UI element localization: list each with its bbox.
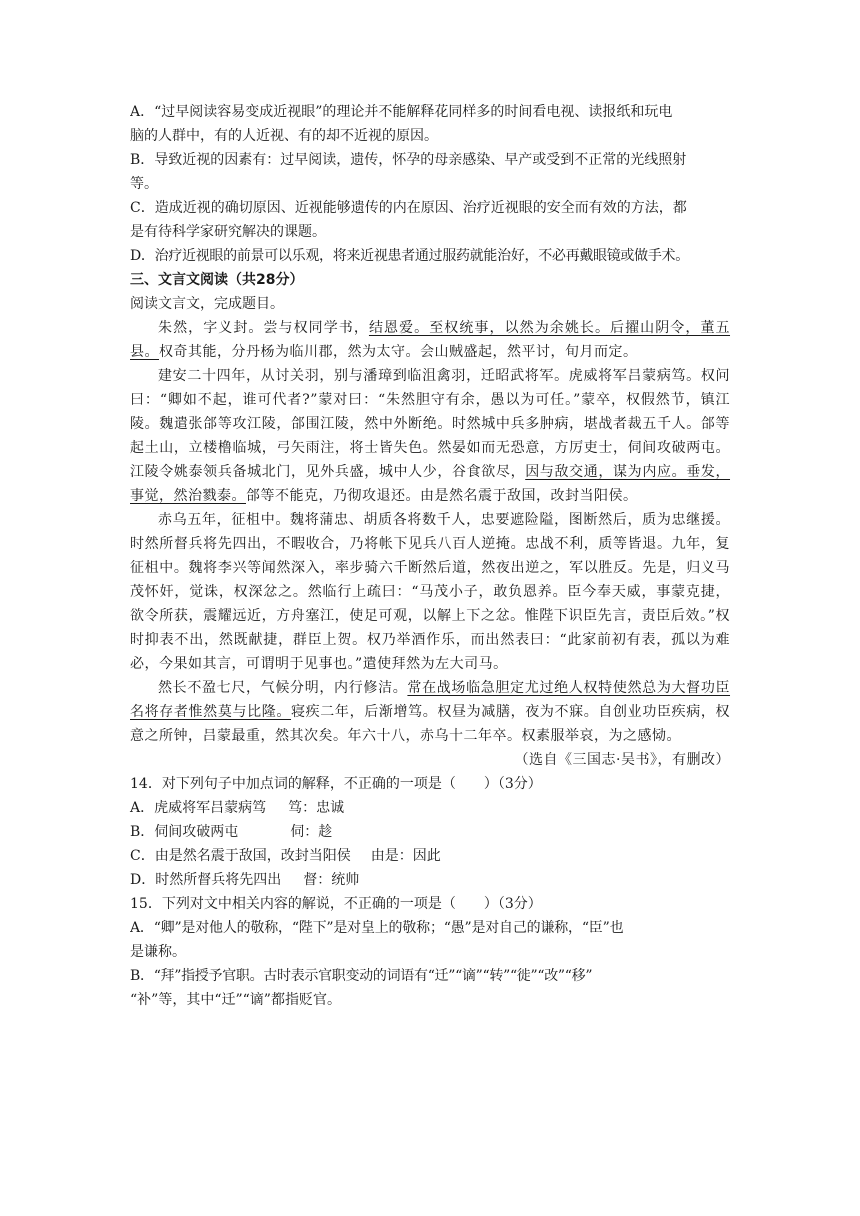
option-gloss: 伺：趁 <box>290 824 333 840</box>
option-text: B．伺间攻破两屯 <box>130 824 239 840</box>
q15-option-b-line: “补”等，其中“迁”“谪”都指贬官。 <box>130 992 341 1008</box>
underlined-sentence: 结恩爱。至权统事，以然为余姚长。后擢山阴令，董五县。 <box>130 320 731 360</box>
section-instruction: 阅读文言文，完成题目。 <box>130 296 284 312</box>
question-stem: 15．下列对文中相关内容的解说，不正确的一项是（ ）（3分） <box>130 896 542 912</box>
option-gloss: 笃：忠诚 <box>288 800 345 816</box>
section-heading: 三、文言文阅读（共28分） <box>130 272 304 288</box>
option-b-line: B．导致近视的因素有：过早阅读，遗传，怀孕的母亲感染、早产或受到不正常的光线照射 <box>130 152 687 168</box>
passage-paragraph <box>130 676 730 748</box>
option-d-line: D．治疗近视眼的前景可以乐观，将来近视患者通过服药就能治好，不必再戴眼镜或做手术。 <box>130 248 689 264</box>
option-c-line: 是有待科学家研究解决的课题。 <box>130 224 326 240</box>
underlined-sentence: 因与敌交通，谋为内应。垂发，事觉，然治戮泰。 <box>130 464 731 504</box>
question-stem: 14．对下列句子中加点词的解释，不正确的一项是（ ）（3分） <box>130 776 542 792</box>
question-15 <box>130 892 730 1012</box>
passage-source: （选自《三国志·吴书》，有删改） <box>514 752 730 768</box>
passage-paragraph: 赤乌五年，征柤中。魏将蒲忠、胡质各将数千人，忠要遮险隘，图断然后，质为忠继援。时然所督兵将先四出，不暇收合，乃将帐下见兵八百人逆掩。忠战不利，质等皆退。九年，复征柤中。魏将李兴等闻然深入，率步骑六千断然后道，然夜出逆之，军以胜反。先是，归义马茂怀奸，觉诛，权深忿之。然临行上疏曰：“马茂小子，敢负恩养。臣今奉天威，事蒙克捷，欲令所获，震耀远近，方舟塞江，使足可观，以解上下之忿。惟陛下识臣先言，责臣后效。”权时抑表不出，然既献捷，群臣上贺。权乃举酒作乐，而出然表曰：“此家前初有表，孤以为难必，今果如其言，可谓明于见事也。”遣使拜然为左大司马。 <box>130 512 730 672</box>
q15-option-a-line: 是谦称。 <box>130 944 186 960</box>
passage-paragraph <box>130 364 730 508</box>
option-gloss: 督：统帅 <box>303 872 360 888</box>
option-text: D．时然所督兵将先四出 <box>130 872 282 888</box>
q14-option-c <box>130 844 730 868</box>
q14-option-a <box>130 796 730 820</box>
q14-option-b <box>130 820 730 844</box>
passage-text: 郃等不能克，乃彻攻退还。由是然名震于敌国，改封当阳侯。 <box>246 488 638 504</box>
option-gloss: 由是：因此 <box>370 848 441 864</box>
passage-paragraph <box>130 316 730 364</box>
question-14 <box>130 772 730 892</box>
passage-text: 权奇其能，分丹杨为临川郡，然为太守。会山贼盛起，然平讨，旬月而定。 <box>159 344 638 360</box>
option-text: A．虎威将军吕蒙病笃 <box>130 800 267 816</box>
classical-passage <box>130 316 730 772</box>
q15-option-b-line: B．“拜”指授予官职。古时表示官职变动的词语有“迁”“谪”“转”“徙”“改”“移” <box>130 968 593 984</box>
passage-text: 然长不盈七尺，气候分明，内行修洁。 <box>158 680 408 696</box>
option-text: C．由是然名震于敌国，改封当阳侯 <box>130 848 351 864</box>
option-a-line: A．“过早阅读容易变成近视眼”的理论并不能解释花同样多的时间看电视、读报纸和玩电 <box>130 104 673 120</box>
option-b-line: 等。 <box>130 176 158 192</box>
underlined-sentence: 常在战场临急胆定尤过绝人权特使然总为大督功臣名将存者惟然莫与比隆。 <box>130 680 731 720</box>
option-a-line: 脑的人群中，有的人近视、有的却不近视的原因。 <box>130 128 438 144</box>
passage-text: 寝疾二年，后渐增笃。权昼为减膳，夜为不寐。自创业功臣疾病，权意之所钟，吕蒙最重，然其次矣。年六十八，赤乌十二年卒。权素服举哀，为之感恸。 <box>130 704 731 744</box>
passage-text: 建安二十四年，从讨关羽，别与潘璋到临沮禽羽，迁昭武将军。虎威将军吕蒙病笃。权问曰：“卿如不起，谁可代者?”蒙对曰：“朱然胆守有余，愚以为可任。”蒙卒，权假然节，镇江陵。魏遣张郃等攻江陵，郃围江陵，然中外断绝。时然城中兵多肿病，堪战者裁五千人。郃等起土山，立楼橹临城，弓矢雨注，将士皆失色。然晏如而无恐意，方厉吏士，伺间攻破两屯。江陵令姚泰领兵备城北门，见外兵盛，城中人少，谷食欲尽， <box>130 368 730 480</box>
passage-text: 朱然，字义封。尝与权同学书， <box>158 320 369 336</box>
q15-option-a-line: A．“卿”是对他人的敬称，“陛下”是对皇上的敬称；“愚”是对自己的谦称，“臣”也 <box>130 920 624 936</box>
option-c-line: C．造成近视的确切原因、近视能够遗传的内在原因、治疗近视眼的安全而有效的方法，都 <box>130 200 687 216</box>
q14-option-d <box>130 868 730 892</box>
q13-options <box>130 100 730 268</box>
document-page <box>130 100 730 1012</box>
